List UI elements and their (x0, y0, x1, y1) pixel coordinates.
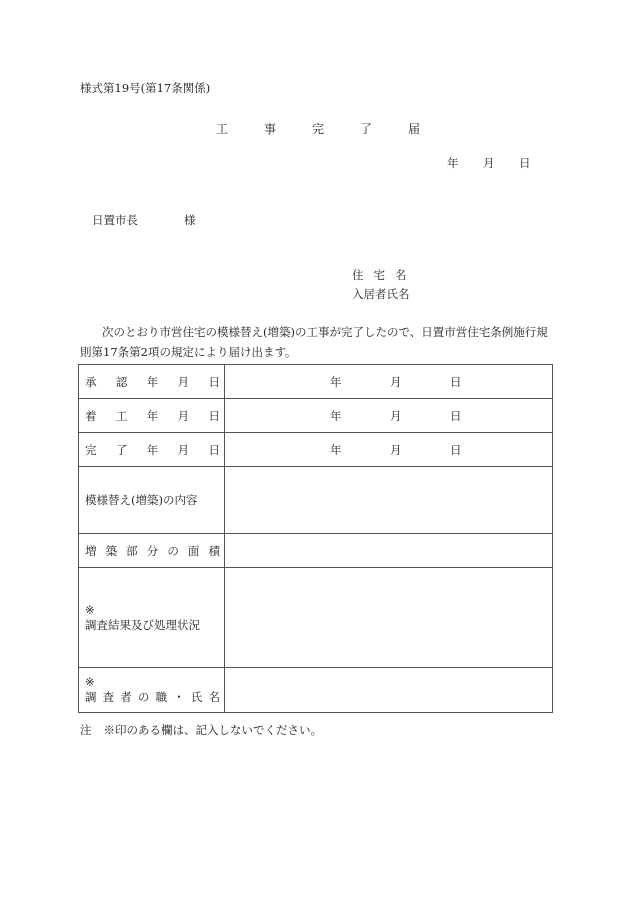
inspector-name-field[interactable] (225, 668, 553, 713)
house-name-label[interactable]: 住宅名 (352, 268, 417, 282)
day-label: 日 (519, 156, 531, 170)
table-row (79, 668, 553, 713)
body-text: 次のとおり市営住宅の模様替え(増築)の工事が完了したので、日置市営住宅条例施行規則第17条第2項の規定により届け出ます。 (80, 325, 548, 359)
completion-form-table (78, 364, 553, 713)
addressee-honorific: 様 (184, 213, 196, 227)
note-prefix: 注 (80, 723, 92, 737)
addressee (92, 212, 196, 228)
note-text: ※印のある欄は、記入しないでください。 (103, 723, 322, 737)
approval-date-field[interactable]: 年 月 日 (225, 365, 553, 399)
resident-name-label[interactable]: 入居者氏名 (352, 287, 410, 301)
table-row (79, 467, 553, 534)
month-label: 月 (483, 156, 495, 170)
extension-area-field[interactable] (225, 534, 553, 568)
extension-area-label: 増 築 部 分 の 面 積 (79, 534, 225, 568)
title-char: 事 (264, 122, 277, 136)
table-row (79, 365, 553, 399)
completion-date-field[interactable]: 年 月 日 (225, 433, 553, 467)
title-char: 届 (408, 122, 421, 136)
table-row (79, 568, 553, 668)
addressee-name: 日置市長 (92, 213, 138, 227)
table-row (79, 399, 553, 433)
table-row (79, 433, 553, 467)
start-date-field[interactable]: 年 月 日 (225, 399, 553, 433)
completion-date-label: 完 了 年 月 日 (79, 433, 225, 467)
title-char: 工 (216, 122, 229, 136)
applicant-block (352, 266, 417, 304)
renovation-content-label: 模様替え(増築)の内容 (79, 467, 225, 534)
footnote (80, 722, 322, 738)
title-char: 了 (360, 122, 373, 136)
note-mark: ※ (85, 602, 95, 617)
inspection-result-field[interactable] (225, 568, 553, 668)
table-row (79, 534, 553, 568)
note-mark: ※ (85, 675, 95, 689)
renovation-content-field[interactable] (225, 467, 553, 534)
approval-date-label: 承 認 年 月 日 (79, 365, 225, 399)
inspection-result-label: ※ 調査結果及び処理状況 (79, 568, 225, 668)
submission-date[interactable] (447, 155, 555, 171)
form-number: 様式第19号(第17条関係) (80, 81, 211, 95)
start-date-label: 着 工 年 月 日 (79, 399, 225, 433)
inspector-name-label: ※ 調 査 者 の 職 ・ 氏 名 (79, 668, 225, 713)
document-title (216, 120, 456, 137)
year-label: 年 (447, 156, 459, 170)
title-char: 完 (312, 122, 325, 136)
